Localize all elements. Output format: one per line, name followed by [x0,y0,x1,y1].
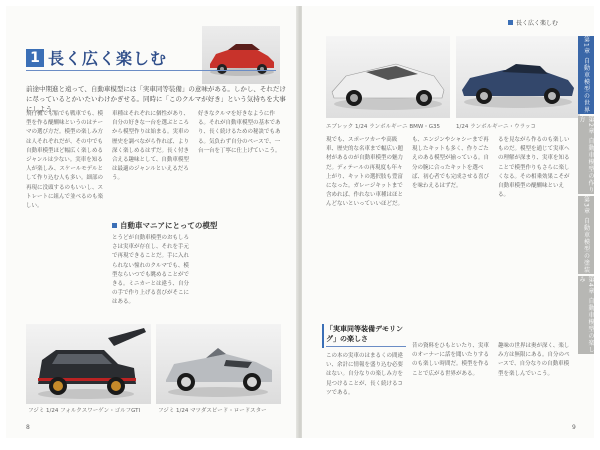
feature-text: この本の実車のはまるくの間違い、余計に情報を盛り込む必要はない。自分なりの楽しみ方を見つけることが、長く続けるコツである。 [326,353,404,396]
caption-urraco: 1/24 ランボルギーニ・ウラッコ [456,124,536,130]
running-head [508,18,558,27]
tab-chapter-1[interactable] [578,36,594,114]
body-col-3: るを見ながら作るのも楽しいものだ。模型を通じて実車への理解が深まり、実車を知ることで模型作りもさらに楽しくなる。その相乗効果こそが自動車模型の醍醐味といえる。 [498,137,570,199]
caption-bora: エブレック 1/24 ランボルギーニ BMW・G35 [326,124,441,130]
right-page [302,6,594,438]
caption-mx5: フジミ 1/24 マツダスピード・ロードスター [158,408,267,414]
tab-chapter-4-label: 第4章 自動車模型の楽しみ [578,276,594,354]
chapter-heading [26,46,167,69]
photo-vw-golf [26,324,151,404]
subhead-mania-text: 自動車マニアにとっての模型 [120,221,218,230]
tab-chapter-3[interactable] [578,196,594,274]
square-bullet-icon [112,223,117,228]
feature-heading-underline [326,346,406,347]
photo-red-sports-car [202,26,280,84]
tab-chapter-1-label: 第1章 自動車模型の世界 [582,36,590,114]
page-number-right: 9 [572,424,576,431]
body-col-2: 車種はそれぞれに個性があり、自分の好きな一台を選ぶところから模型作りは始まる。実車の歴史を調べながら作れば、より深く楽しめるはずだ。長く付き合える趣味として、自動車模型は最適のジャンルといえるだろう。 [112,111,190,182]
left-page [6,6,298,438]
running-head-text: 長く広く楽しむ [515,20,558,27]
photo-blue-lamborghini [456,36,580,118]
caption-vw: フジミ 1/24 フォルクスワーゲン・ゴルフGTI [28,408,141,414]
page-number-left: 8 [26,424,30,431]
body-col-1: 飛行機でも船でも戦車でも、模型を作る醍醐味というのはテーマの選び方だ。模型の楽しみ方は人それぞれだが、その中でも自動車模型ほど幅広く楽しめるジャンルは少ない。実車を知る人が楽しみ、スケールモデルとして作り込む人も多い。細部の再現に没頭するのもいいし、ストレートに組んで並べるのも楽しい。 [26,111,104,210]
heading-rule [26,70,276,71]
square-bullet-icon [508,20,513,25]
photo-mx5-roadster [156,324,281,404]
photo-white-lamborghini [326,36,450,118]
body-col-2b: 昔の資料をひもといたり、実車のオーナーに話を聞いたりするのも楽しい時間だ。模型を作ることで広がる世界がある。 [412,343,490,377]
chapter-number: 1 [26,49,44,67]
open-book [6,6,594,438]
tab-chapter-3-label: 第3章 自動車模型の塗装 [582,196,590,274]
tab-chapter-2-label: 第2章 自動車模型の作り方 [578,116,594,194]
feature-heading-bar [322,324,324,348]
body-col-2b: とうどが自動車模型のおもしろさは実車が存在し、それを手元で再現できることだ。手に入れられない憧れのクルマでも、模型ならいつでも眺めることができる。ミニカーとは違う、自分の手で作り上げる喜びがそこにはある。 [112,235,190,306]
tab-chapter-4[interactable] [578,276,594,354]
subhead-mania [112,220,217,231]
lead-paragraph: 前途中期進と遠って、自動車模型には「実車同等装備」の意味がある。しかし、それだけに尽っているとかいたいわけかぎせる。同時に「このクルマが好き」という気持ちを大事にしよう。 [26,85,286,113]
tab-chapter-2[interactable] [578,116,594,194]
body-col-3b: 趣味の世界は奥が深く、楽しみ方は無限にある。自分のペースで、自分なりの自動車模型を楽しんでいこう。 [498,343,570,377]
body-col-2: も、エンジンやシャシーまで再現したキットも多く、作りごたえのある模型が揃っている。自分の腕に合ったキットを選べば、初心者でも完成させる喜びを味わえるはずだ。 [412,137,490,190]
feature-heading-text: 「実車同等装備デモリング」の楽しさ [326,325,403,343]
chapter-title: 長く広く楽しむ [48,49,168,68]
chapter-tabs [578,36,594,354]
body-col-1: 現でも、スポーツカーや高級車、歴史的な名車まで幅広い題材があるのが自動車模型の魅力だ。ディテールの再現度も年々上がり、キットの選択肢も豊富になった。ガレージキットまで含めれば、作れない車種はほとんどないといっていいほどだ。 [326,137,404,208]
feature-heading [326,324,406,347]
body-col-3: 好きなクルマを好きなように作る。それが自動車模型の基本であり、長く続けるための秘訣でもある。気負わず自分のペースで、一台一台を丁寧に仕上げていこう。 [198,111,281,154]
